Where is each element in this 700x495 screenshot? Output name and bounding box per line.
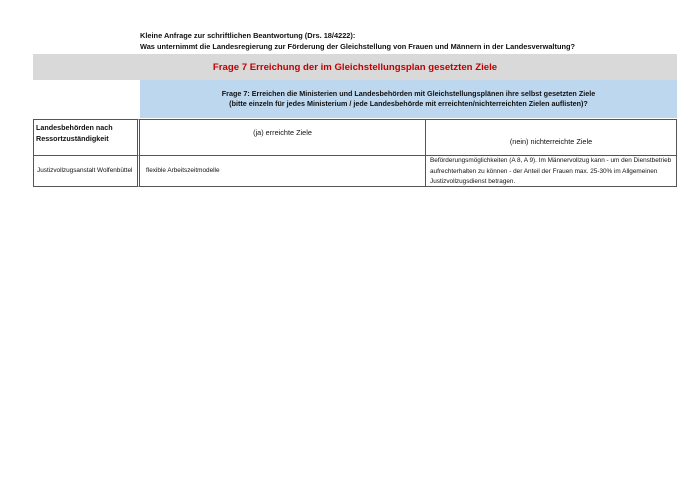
- question-banner: [33, 54, 677, 80]
- col-header-reached: [139, 119, 426, 156]
- question-line-1: Frage 7: Erreichen die Ministerien und Landesbehörden mit Gleichstellungsplänen ihre selbst gesetzten Ziele: [221, 88, 596, 98]
- question-line-2: (bitte einzeln für jedes Ministerium / jede Landesbehörde mit erreichten/nichterreichten Zielen auflisten)?: [229, 99, 588, 108]
- table-row-authority: [33, 155, 140, 187]
- not-reached-goal: Beförderungsmöglichkeiten (A 8, A 9). Im Männervollzug kann - um den Dienstbetrieb aufrechterhalten zu können - der Anteil der Frauen max. 25-30% im Allgemeinen Justizvollzugsdienst betragen.: [430, 157, 672, 185]
- reached-goal: flexible Arbeitszeitmodelle: [146, 166, 220, 174]
- col-not-reached-label: (nein) nichterreichte Ziele: [509, 137, 593, 146]
- col-reached-label: (ja) erreichte Ziele: [253, 128, 312, 137]
- authority-name: Justizvollzugsanstalt Wolfenbüttel: [37, 166, 133, 174]
- table-row-reached: [139, 155, 426, 187]
- header-line-2: Was unternimmt die Landesregierung zur Förderung der Gleichstellung von Frauen und Männern in der Landesverwaltung?: [140, 41, 576, 51]
- col-header-not-reached: [425, 119, 677, 156]
- row-header-cell: [33, 119, 140, 156]
- question-box: [140, 80, 677, 118]
- document-header: [140, 31, 575, 52]
- row-header-label: Landesbehörden nach Ressortzuständigkeit: [36, 123, 113, 143]
- header-line-1: Kleine Anfrage zur schriftlichen Beantwortung (Drs. 18/4222):: [140, 31, 356, 40]
- banner-title: Frage 7 Erreichung der im Gleichstellungsplan gesetzten Ziele: [212, 61, 498, 73]
- table-row-not-reached: [425, 155, 677, 187]
